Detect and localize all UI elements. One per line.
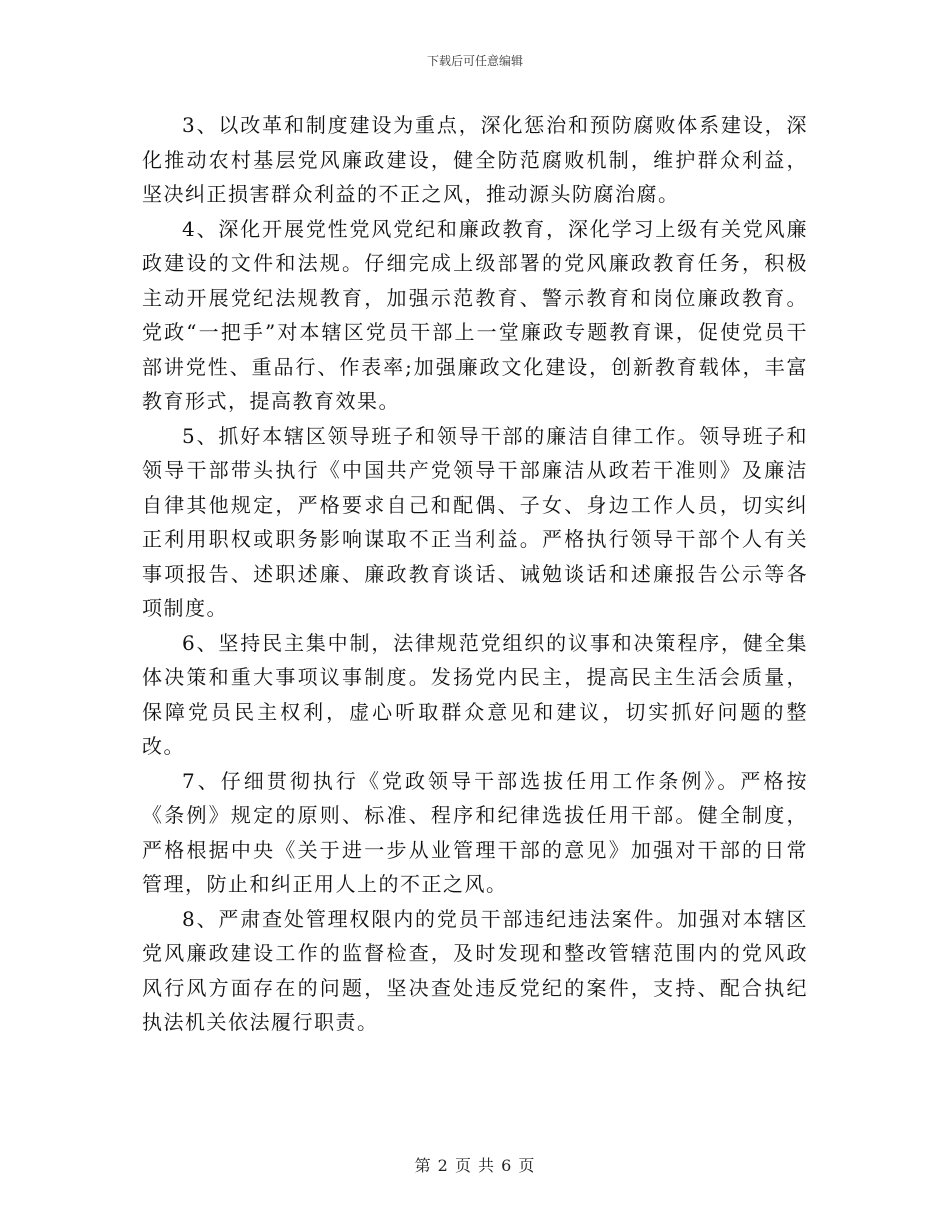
paragraph-3: 3、以改革和制度建设为重点，深化惩治和预防腐败体系建设，深化推动农村基层党风廉政建设，健全防范腐败机制，维护群众利益，坚决纠正损害群众利益的不正之风，推动源头防腐治腐。 (142, 113, 808, 206)
paragraph-5: 5、抓好本辖区领导班子和领导干部的廉洁自律工作。领导班子和领导干部带头执行《中国共产党领导干部廉洁从政若干准则》及廉洁自律其他规定，严格要求自己和配偶、子女、身边工作人员，切实纠正利用职权或职务影响谋取不正当利益。严格执行领导干部个人有关事项报告、述职述廉、廉政教育谈话、诫勉谈话和述廉报告公示等各项制度。 (142, 423, 808, 620)
paragraph-4: 4、深化开展党性党风党纪和廉政教育，深化学习上级有关党风廉政建设的文件和法规。仔细完成上级部署的党风廉政教育任务，积极主动开展党纪法规教育，加强示范教育、警示教育和岗位廉政教育。党政“一把手”对本辖区党员干部上一堂廉政专题教育课，促使党员干部讲党性、重品行、作表率;加强廉政文化建设，创新教育载体，丰富教育形式，提高教育效果。 (142, 216, 808, 413)
page-footer: 第 2 页 共 6 页 (414, 1156, 536, 1175)
paragraph-8: 8、严肃查处管理权限内的党员干部违纪违法案件。加强对本辖区党风廉政建设工作的监督检查，及时发现和整改管辖范围内的党风政风行风方面存在的问题，坚决查处违反党纪的案件，支持、配合执纪执法机关依法履行职责。 (142, 906, 808, 1034)
paragraph-7: 7、仔细贯彻执行《党政领导干部选拔任用工作条例》。严格按《条例》规定的原则、标准、程序和纪律选拔任用干部。健全制度，严格根据中央《关于进一步从业管理干部的意见》加强对干部的日常管理，防止和纠正用人上的不正之风。 (142, 768, 808, 896)
paragraph-6: 6、坚持民主集中制，法律规范党组织的议事和决策程序，健全集体决策和重大事项议事制度。发扬党内民主，提高民主生活会质量，保障党员民主权利，虚心听取群众意见和建议，切实抓好问题的整改。 (142, 630, 808, 758)
document-body (142, 108, 808, 1040)
page-header: 下载后可任意编辑 (426, 54, 523, 68)
